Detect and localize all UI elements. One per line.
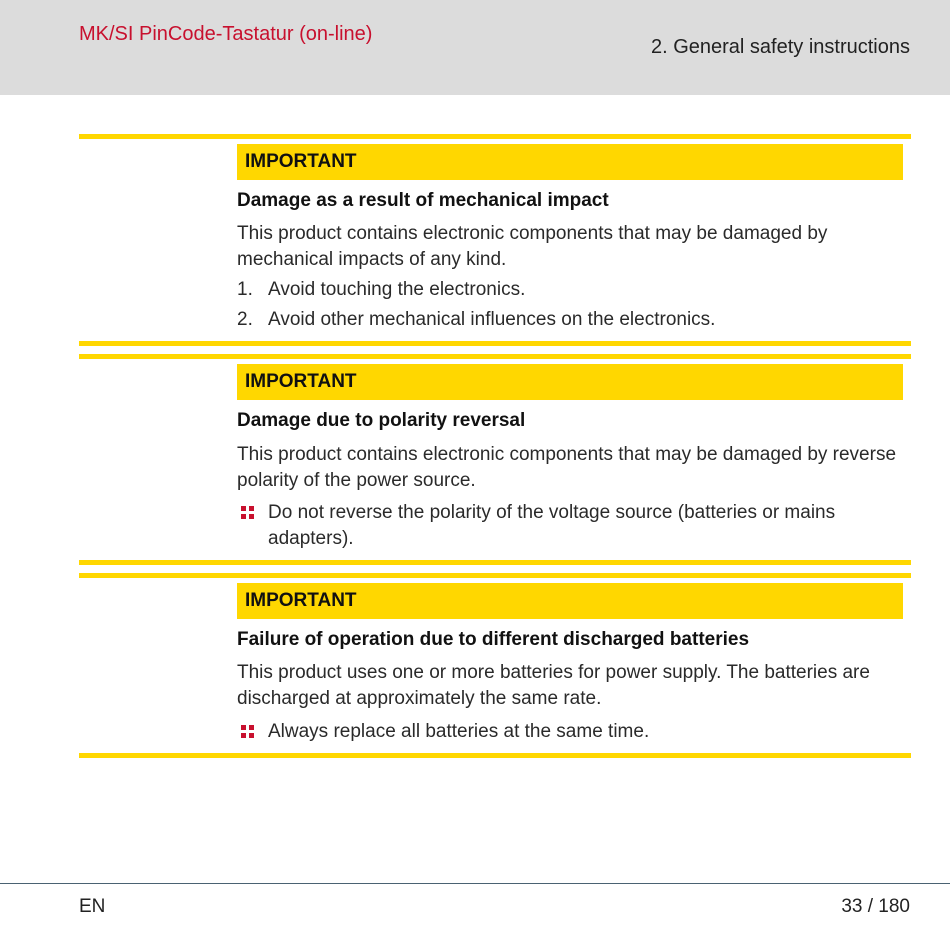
page-number: 33 / 180: [841, 896, 910, 917]
notice-bottom-bar: [79, 560, 911, 565]
bullet-text: Do not reverse the polarity of the voltage source (batteries or mains adapters).: [268, 502, 836, 549]
notice-bottom-bar: [79, 753, 911, 758]
step-number: 1.: [237, 279, 253, 300]
notice-heading: Damage due to polarity reversal: [237, 410, 526, 431]
page-header: [0, 0, 950, 95]
footer-language: EN: [79, 896, 106, 917]
important-badge: IMPORTANT: [237, 583, 903, 619]
footer-divider: [0, 883, 950, 884]
notice-heading: Damage as a result of mechanical impact: [237, 190, 609, 211]
notice-top-bar: [79, 573, 911, 578]
notice-heading: Failure of operation due to different discharged batteries: [237, 629, 750, 650]
important-badge: IMPORTANT: [237, 144, 903, 180]
bullet-text: Always replace all batteries at the same time.: [268, 721, 650, 742]
notice-bottom-bar: [79, 341, 911, 346]
notice-body: This product contains electronic components that may be damaged by reverse polarity of the power source.: [237, 444, 897, 491]
notice-top-bar: [79, 134, 911, 139]
notice-top-bar: [79, 354, 911, 359]
action-bullet-icon: [241, 725, 254, 738]
action-bullet-icon: [241, 506, 254, 519]
notice-body: This product uses one or more batteries for power supply. The batteries are discharged at approximately the same rate.: [237, 662, 870, 709]
document-title: MK/SI PinCode-Tastatur (on-line): [79, 23, 373, 45]
step-text: Avoid touching the electronics.: [268, 279, 526, 300]
section-title: 2. General safety instructions: [650, 36, 910, 58]
notice-body: This product contains electronic components that may be damaged by mechanical impacts of any kind.: [237, 223, 828, 270]
important-badge: IMPORTANT: [237, 364, 903, 400]
step-text: Avoid other mechanical influences on the electronics.: [268, 309, 716, 330]
step-number: 2.: [237, 309, 253, 330]
